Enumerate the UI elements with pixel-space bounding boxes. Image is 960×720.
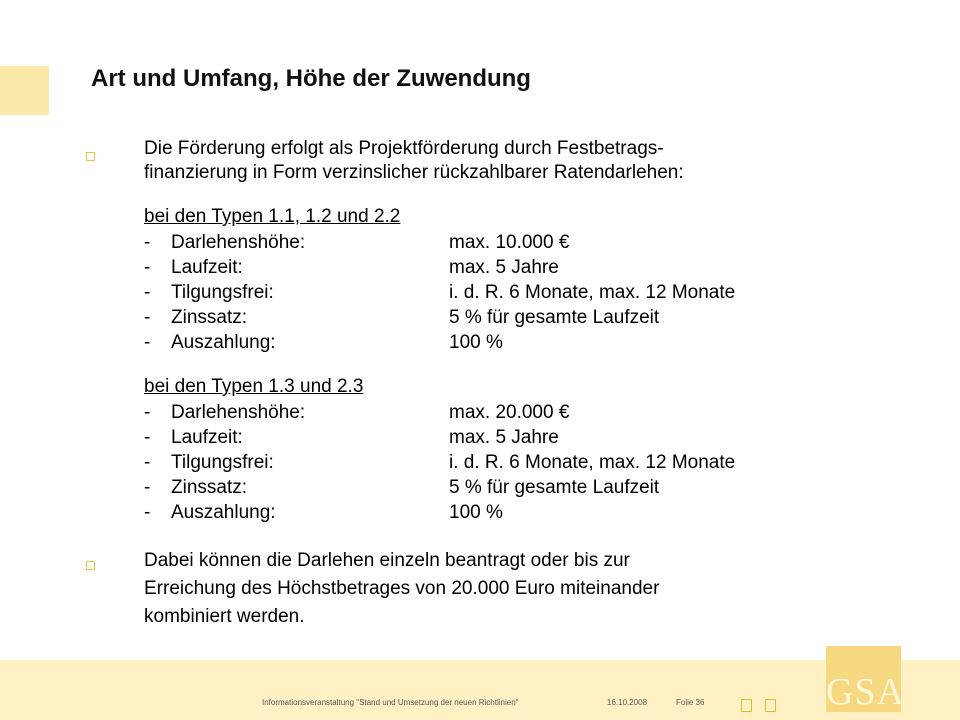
loan-group-types-1 (144, 204, 736, 355)
bullet-1-text (144, 137, 684, 185)
condition-value: 5 % für gesamte Laufzeit (449, 477, 660, 498)
slide-title: Art und Umfang, Höhe der Zuwendung (91, 65, 531, 92)
footer-band (0, 660, 960, 720)
footer-square-icon (741, 699, 752, 712)
condition-row (144, 425, 559, 450)
bullet-2-line-3: kombiniert werden. (144, 606, 305, 627)
dash: - (144, 282, 151, 303)
condition-row (144, 500, 503, 525)
condition-label: Auszahlung: (171, 502, 276, 523)
bullet-1-line-2: finanzierung in Form verzinslicher rückzahlbarer Ratendarlehen: (144, 162, 684, 183)
condition-value: max. 5 Jahre (449, 257, 559, 278)
bullet-2-marker (86, 561, 95, 570)
dash: - (144, 427, 151, 448)
dash: - (144, 477, 151, 498)
bullet-2-text (144, 547, 659, 631)
condition-label: Zinssatz: (171, 477, 248, 498)
condition-row (144, 305, 660, 330)
dash: - (144, 402, 151, 423)
dash: - (144, 232, 151, 253)
condition-row (144, 255, 559, 280)
group-title: bei den Typen 1.1, 1.2 und 2.2 (144, 206, 401, 227)
bullet-1-line-1: Die Förderung erfolgt als Projektförderung durch Festbetrags- (144, 138, 664, 159)
dash: - (144, 332, 151, 353)
condition-label: Laufzeit: (171, 427, 243, 448)
bullet-2-line-1: Dabei können die Darlehen einzeln beantragt oder bis zur (144, 550, 630, 571)
condition-value: max. 5 Jahre (449, 427, 559, 448)
footer-square-icon (765, 699, 776, 712)
gsa-logo-text: GSA (826, 671, 906, 713)
bullet-2-line-2: Erreichung des Höchstbetrages von 20.000 Euro miteinander (144, 578, 660, 599)
condition-row (144, 280, 736, 305)
dash: - (144, 307, 151, 328)
condition-row (144, 230, 570, 255)
dash: - (144, 452, 151, 473)
condition-row (144, 475, 660, 500)
condition-label: Auszahlung: (171, 332, 276, 353)
loan-group-types-2 (144, 374, 736, 525)
condition-value: 100 % (449, 502, 503, 523)
footer-event: Informationsveranstaltung "Stand und Umsetzung der neuen Richtlinien" (262, 698, 519, 707)
condition-row (144, 450, 736, 475)
condition-label: Tilgungsfrei: (171, 282, 274, 303)
condition-label: Darlehenshöhe: (171, 402, 306, 423)
condition-label: Laufzeit: (171, 257, 243, 278)
condition-row (144, 330, 503, 355)
title-accent-block (0, 66, 49, 115)
condition-value: max. 20.000 € (449, 402, 570, 423)
footer-date: 16.10.2008 (607, 698, 648, 707)
condition-value: max. 10.000 € (449, 232, 570, 253)
condition-label: Darlehenshöhe: (171, 232, 306, 253)
condition-label: Tilgungsfrei: (171, 452, 274, 473)
dash: - (144, 502, 151, 523)
condition-value: 100 % (449, 332, 503, 353)
bullet-1-marker (86, 152, 95, 161)
dash: - (144, 257, 151, 278)
gsa-logo (826, 646, 906, 713)
group-title: bei den Typen 1.3 und 2.3 (144, 376, 364, 397)
condition-row (144, 400, 570, 425)
condition-value: 5 % für gesamte Laufzeit (449, 307, 660, 328)
condition-value: i. d. R. 6 Monate, max. 12 Monate (449, 282, 736, 303)
condition-value: i. d. R. 6 Monate, max. 12 Monate (449, 452, 736, 473)
condition-label: Zinssatz: (171, 307, 248, 328)
footer-slide-number: Folie 36 (676, 698, 705, 707)
